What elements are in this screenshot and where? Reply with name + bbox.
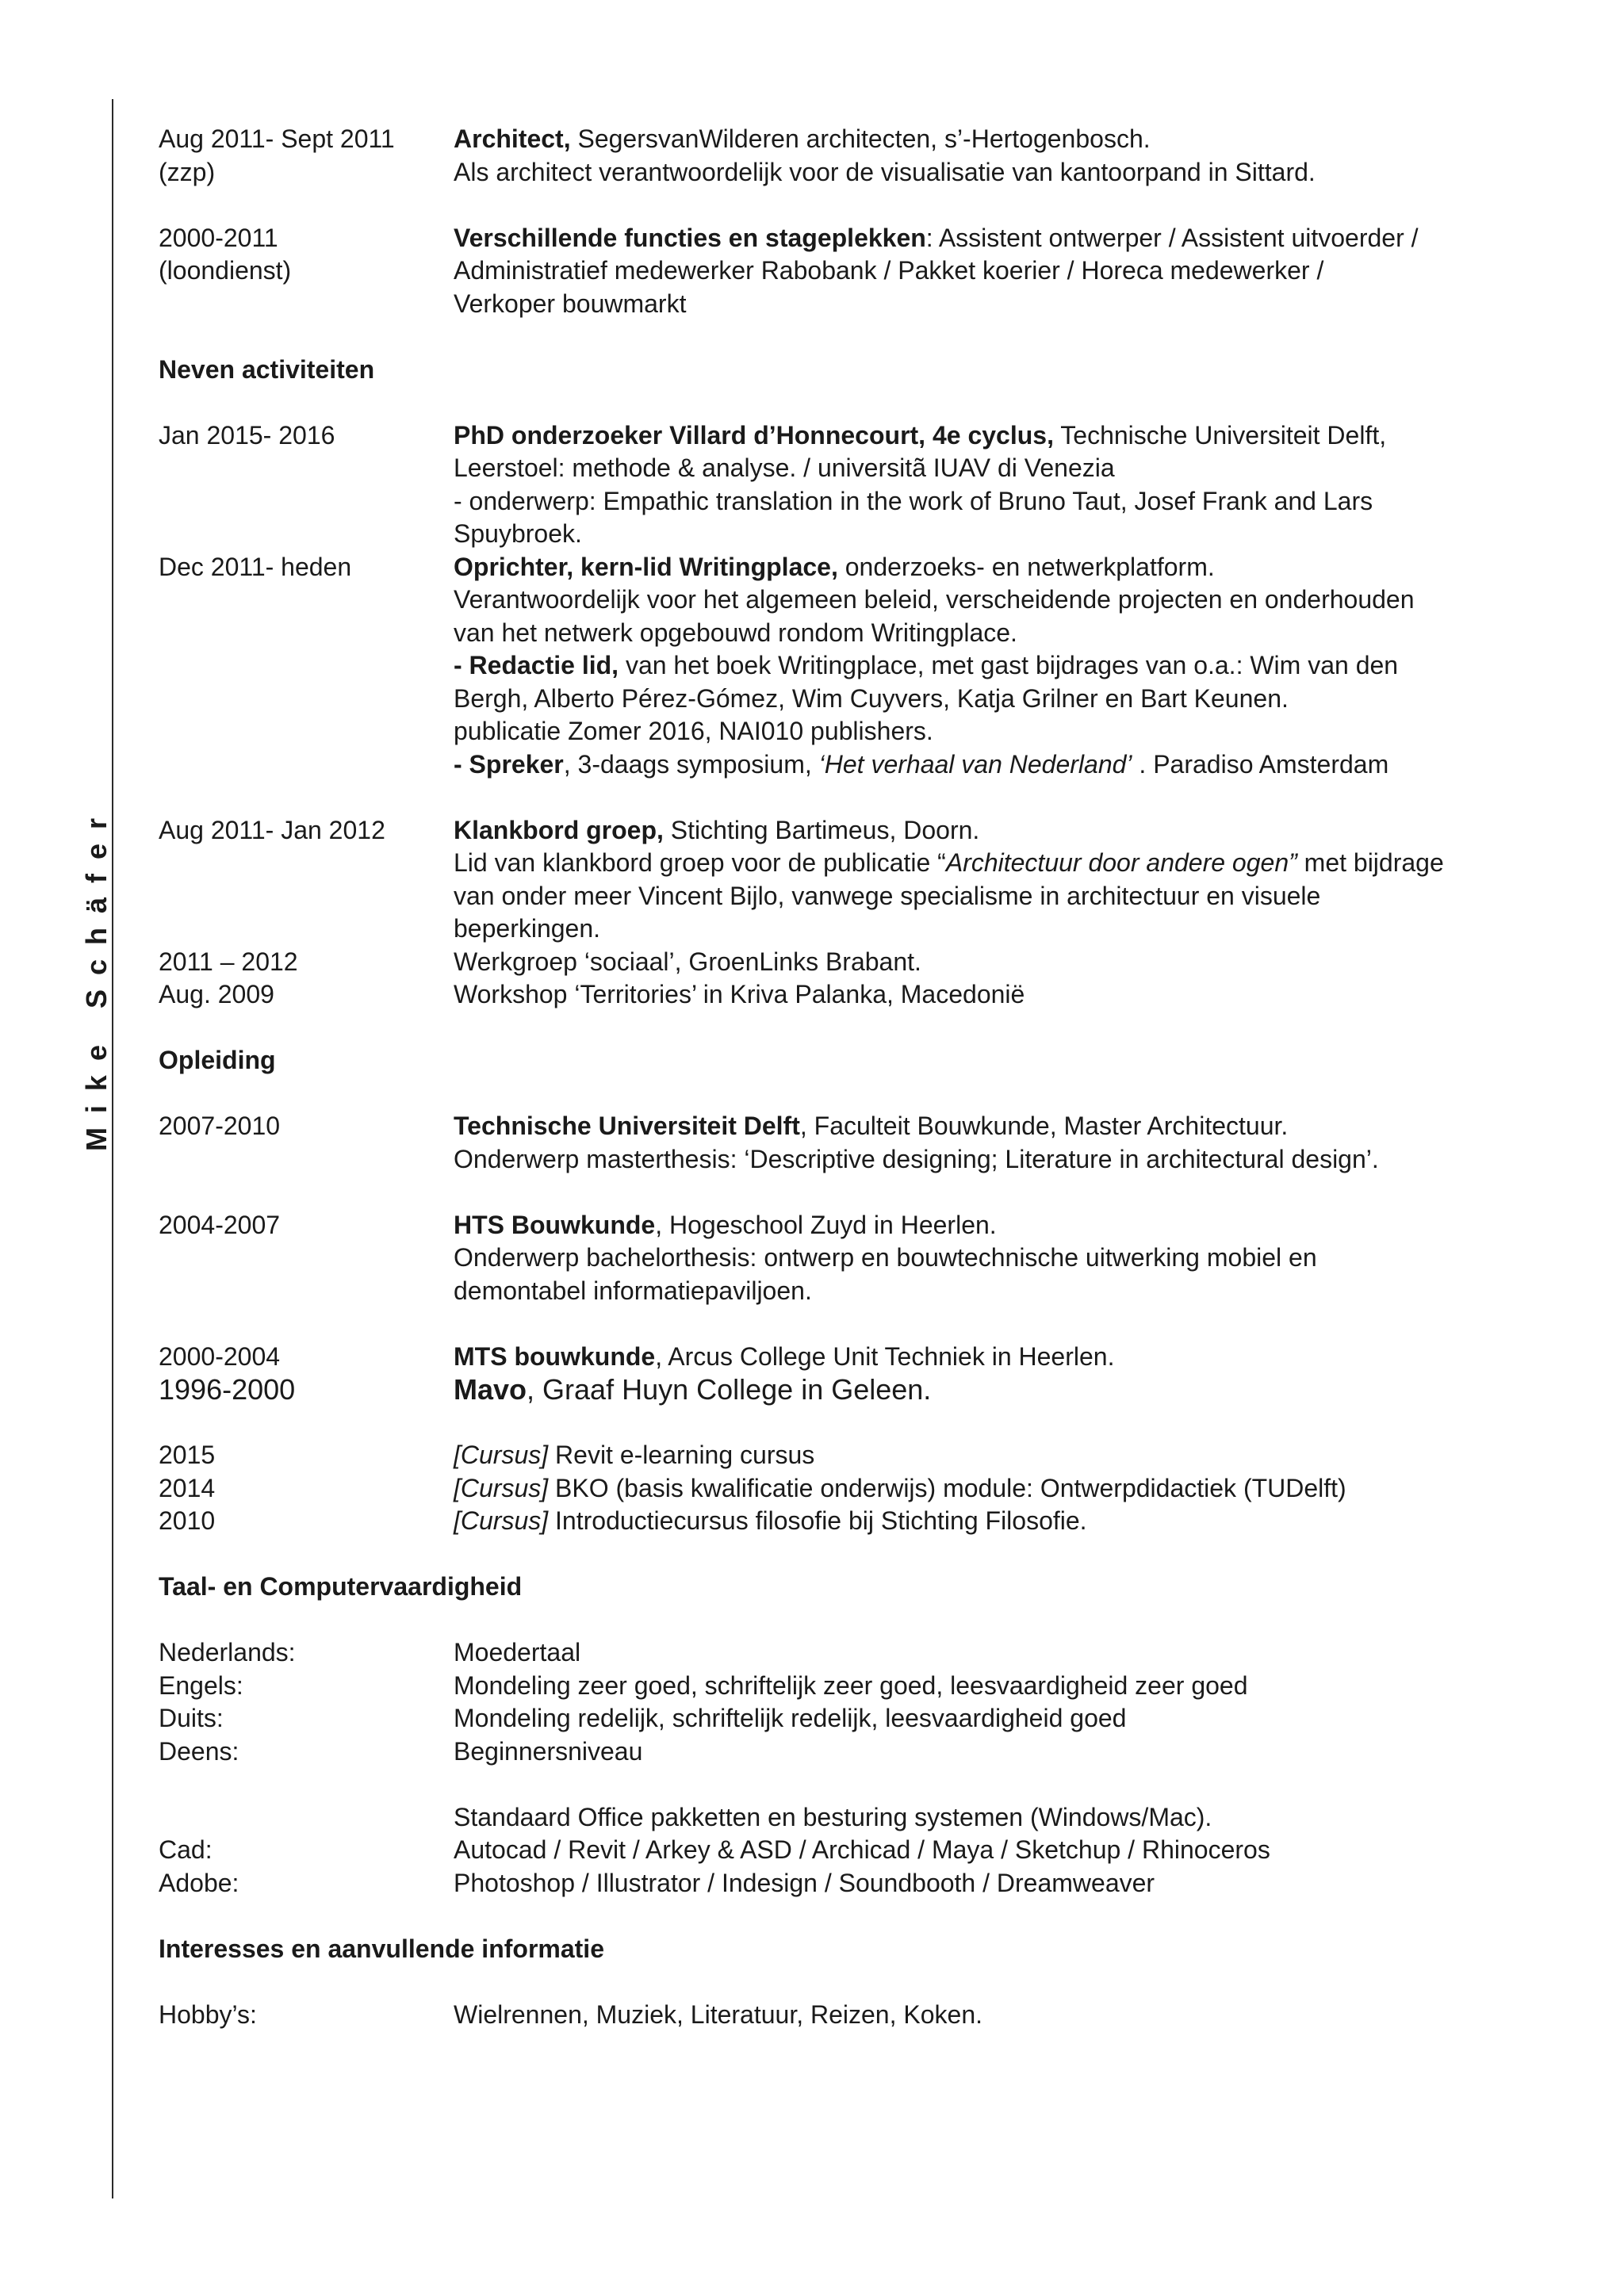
description-line [454, 814, 1538, 848]
text-segment: met bijdrage [1297, 848, 1444, 877]
text-segment: Mavo [454, 1373, 527, 1406]
entry-description [454, 1505, 1538, 1538]
section-heading-taal: Taal- en Computervaardigheid [159, 1572, 523, 1601]
section-heading-opleiding: Opleiding [159, 1046, 276, 1074]
text-segment: Photoshop / Illustrator / Indesign / Soundbooth / Dreamweaver [454, 1868, 1155, 1897]
text-segment: , Hogeschool Zuyd in Heerlen. [655, 1210, 997, 1239]
description-line [454, 1341, 1538, 1374]
period-line: Deens: [159, 1736, 239, 1766]
description-line [454, 715, 1538, 748]
period-line: Jan 2015- 2016 [159, 420, 335, 450]
description-line [454, 156, 1538, 189]
text-segment: beperkingen. [454, 914, 601, 943]
text-segment: Architectuur door andere ogen” [945, 848, 1297, 877]
entry-period [159, 1209, 454, 1308]
description-line [454, 1867, 1538, 1900]
entry-description [454, 1735, 1538, 1769]
entry-description [454, 1472, 1538, 1506]
entry-period [159, 1801, 454, 1835]
description-line [454, 1242, 1538, 1275]
text-segment: Workshop ‘Territories’ in Kriva Palanka, Macedonië [454, 980, 1025, 1008]
text-segment: Architect, [454, 124, 571, 153]
period-line: 2000-2004 [159, 1341, 281, 1371]
description-line [454, 946, 1538, 979]
text-segment: Bergh, Alberto Pérez-Gómez, Wim Cuyvers, Katja Grilner en Bart Keunen. [454, 683, 1289, 713]
text-segment: HTS Bouwkunde [454, 1210, 656, 1239]
text-segment: van het netwerk opgebouwd rondom Writingplace. [454, 618, 1017, 647]
entry-period [159, 1373, 454, 1406]
description-line [454, 551, 1538, 584]
text-segment: Revit e-learning cursus [548, 1441, 815, 1469]
entry-description [454, 123, 1538, 189]
entry-description [454, 1439, 1538, 1472]
period-line: Aug 2011- Jan 2012 [159, 815, 385, 844]
period-line [159, 1801, 454, 1835]
period-line: Duits: [159, 1704, 224, 1732]
spacer [159, 386, 1538, 419]
entry-description [454, 1834, 1538, 1867]
entry-period [159, 1670, 454, 1703]
text-segment: Onderwerp masterthesis: ‘Descriptive designing; Literature in architectural design’. [454, 1144, 1379, 1173]
description-line [454, 222, 1538, 255]
entry-description [454, 1867, 1538, 1900]
description-line [454, 254, 1538, 288]
entry-row [159, 1867, 1538, 1900]
text-segment: Mondeling zeer goed, schriftelijk zeer goed, leesvaardigheid zeer goed [454, 1670, 1248, 1700]
spacer [159, 1900, 1538, 1933]
text-segment: Beginnersniveau [454, 1736, 643, 1766]
text-segment: Introductiecursus filosofie bij Stichting Filosofie. [548, 1506, 1087, 1535]
entry-row [159, 551, 1538, 782]
text-segment: , Faculteit Bouwkunde, Master Architectuur. [799, 1112, 1289, 1140]
entry-row [159, 1670, 1538, 1703]
entry-row [159, 1110, 1538, 1176]
entry-period [159, 1999, 454, 2032]
description-line [454, 1735, 1538, 1769]
description-line [454, 748, 1538, 782]
entry-description [454, 551, 1538, 782]
entry-period [159, 1472, 454, 1506]
entry-row [159, 1505, 1538, 1538]
section-heading-neven: Neven activiteiten [159, 354, 375, 384]
period-line: 2011 – 2012 [159, 947, 298, 976]
period-line: 2015 [159, 1441, 216, 1469]
text-segment: Oprichter, kern-lid Writingplace, [454, 552, 838, 581]
period-line: 2000-2011 [159, 223, 278, 252]
entry-row [159, 1636, 1538, 1670]
spacer [159, 1768, 1538, 1801]
description-line [454, 1505, 1538, 1538]
entry-description [454, 1702, 1538, 1735]
text-segment: [Cursus] [454, 1473, 549, 1502]
text-segment: , 3-daags symposium, [563, 749, 819, 779]
entry-period [159, 551, 454, 782]
period-line: Engels: [159, 1670, 243, 1700]
period-line: Aug 2011- Sept 2011 [159, 124, 395, 153]
text-segment: , Arcus College Unit Techniek in Heerlen. [655, 1341, 1115, 1371]
text-segment: Klankbord groep, [454, 815, 664, 844]
text-segment: Mondeling redelijk, schriftelijk redelijk, leesvaardigheid goed [454, 1704, 1127, 1732]
entry-period [159, 1439, 454, 1472]
entry-description [454, 1373, 1538, 1406]
text-segment: . Paradiso Amsterdam [1132, 749, 1389, 779]
text-segment: [Cursus] [454, 1506, 549, 1535]
text-segment: ‘Het verhaal van Nederland’ [818, 749, 1132, 779]
description-line [454, 913, 1538, 946]
description-line [454, 683, 1538, 716]
entry-row [159, 419, 1538, 551]
period-line: 2007-2010 [159, 1112, 281, 1140]
text-segment: publicatie Zomer 2016, NAI010 publishers. [454, 717, 933, 745]
period-line: Adobe: [159, 1868, 239, 1897]
interesses-section [159, 1999, 1538, 2032]
spacer [159, 320, 1538, 354]
description-line [454, 1801, 1538, 1835]
description-line [454, 1275, 1538, 1308]
entry-description [454, 946, 1538, 979]
spacer [159, 1307, 1538, 1341]
description-line [454, 1439, 1538, 1472]
text-segment: Verantwoordelijk voor het algemeen beleid, verscheidende projecten en onderhouden [454, 585, 1415, 614]
description-line [454, 1209, 1538, 1242]
entry-row [159, 1439, 1538, 1472]
description-line [454, 880, 1538, 913]
text-segment: Spuybroek. [454, 519, 582, 548]
entry-row [159, 1341, 1538, 1374]
work-section [159, 123, 1538, 320]
entry-row [159, 1702, 1538, 1735]
text-segment: Stichting Bartimeus, Doorn. [663, 815, 980, 844]
description-line [454, 847, 1538, 880]
description-line [454, 1373, 1538, 1406]
period-line: Nederlands: [159, 1638, 296, 1667]
entry-period [159, 222, 454, 321]
spacer [159, 1077, 1538, 1111]
text-segment: Administratief medewerker Rabobank / Pakket koerier / Horeca medewerker / [454, 256, 1324, 285]
period-line: 2010 [159, 1506, 216, 1535]
spacer [159, 781, 1538, 814]
spacer [159, 1965, 1538, 1999]
description-line [454, 1670, 1538, 1703]
text-segment: Technische Universiteit Delft [454, 1112, 800, 1140]
description-line [454, 584, 1538, 617]
period-line: Cad: [159, 1835, 213, 1864]
entry-period [159, 1110, 454, 1176]
text-segment: onderzoeks- en netwerkplatform. [837, 552, 1215, 581]
taal-section [159, 1636, 1538, 1900]
text-segment: Leerstoel: methode & analyse. / universitã IUAV di Venezia [454, 453, 1115, 482]
description-line [454, 1834, 1538, 1867]
text-segment: Werkgroep ‘sociaal’, GroenLinks Brabant. [454, 947, 921, 976]
entry-period [159, 419, 454, 551]
entry-row [159, 1801, 1538, 1835]
entry-description [454, 1341, 1538, 1374]
entry-description [454, 419, 1538, 551]
period-line: 1996-2000 [159, 1373, 296, 1406]
text-segment: MTS bouwkunde [454, 1341, 656, 1371]
description-line [454, 617, 1538, 650]
entry-period [159, 978, 454, 1012]
description-line [454, 1999, 1538, 2032]
description-line [454, 288, 1538, 321]
entry-row [159, 978, 1538, 1012]
description-line [454, 978, 1538, 1012]
description-line [454, 1702, 1538, 1735]
spacer [159, 1012, 1538, 1045]
entry-period [159, 814, 454, 946]
neven-section [159, 419, 1538, 1012]
text-segment: Standaard Office pakketten en besturing systemen (Windows/Mac). [454, 1802, 1212, 1831]
entry-description [454, 1999, 1538, 2032]
entry-description [454, 1670, 1538, 1703]
section-heading-interesses: Interesses en aanvullende informatie [159, 1934, 604, 1963]
candidate-name: Mike Schäfer [80, 803, 113, 1152]
entry-row [159, 123, 1538, 189]
entry-row [159, 814, 1538, 946]
entry-period [159, 1505, 454, 1538]
text-segment: Verkoper bouwmarkt [454, 289, 687, 318]
cv-content [159, 123, 1538, 2031]
text-segment: Moedertaal [454, 1638, 581, 1667]
opleiding-section [159, 1110, 1538, 1538]
spacer [159, 1406, 1538, 1440]
description-line [454, 1110, 1538, 1143]
description-line [454, 649, 1538, 683]
spacer [159, 189, 1538, 222]
entry-period [159, 1867, 454, 1900]
description-line [454, 1636, 1538, 1670]
period-line: 2014 [159, 1473, 216, 1502]
period-line: (zzp) [159, 157, 216, 186]
text-segment: Verschillende functies en stageplekken [454, 223, 926, 252]
period-line: Dec 2011- heden [159, 552, 352, 581]
entry-row [159, 1834, 1538, 1867]
text-segment: Onderwerp bachelorthesis: ontwerp en bouwtechnische uitwerking mobiel en [454, 1243, 1317, 1272]
text-segment: - Spreker [454, 749, 564, 779]
description-line [454, 452, 1538, 485]
text-segment: Wielrennen, Muziek, Literatuur, Reizen, Koken. [454, 1999, 982, 2029]
text-segment: demontabel informatiepaviljoen. [454, 1276, 812, 1305]
entry-description [454, 814, 1538, 946]
entry-period [159, 1341, 454, 1374]
entry-row [159, 222, 1538, 321]
entry-period [159, 1834, 454, 1867]
entry-period [159, 946, 454, 979]
entry-row [159, 946, 1538, 979]
text-segment: : Assistent ontwerper / Assistent uitvoerder / [925, 223, 1419, 252]
description-line [454, 518, 1538, 551]
entry-row [159, 1373, 1538, 1406]
entry-period [159, 1735, 454, 1769]
text-segment: van het boek Writingplace, met gast bijdrages van o.a.: Wim van den [619, 651, 1399, 679]
description-line [454, 123, 1538, 156]
text-segment: Technische Universiteit Delft, [1053, 420, 1387, 450]
text-segment: PhD onderzoeker Villard d’Honnecourt, 4e cyclus, [454, 420, 1054, 450]
text-segment: Lid van klankbord groep voor de publicatie “ [454, 848, 946, 877]
entry-description [454, 978, 1538, 1012]
text-segment: - Redactie lid, [454, 651, 619, 679]
entry-period [159, 1702, 454, 1735]
text-segment: - onderwerp: Empathic translation in the work of Bruno Taut, Josef Frank and Lars [454, 486, 1373, 515]
text-segment: , Graaf Huyn College in Geleen. [527, 1373, 932, 1406]
spacer [159, 1604, 1538, 1637]
period-line: Hobby’s: [159, 1999, 257, 2029]
period-line: 2004-2007 [159, 1210, 281, 1239]
entry-row [159, 1209, 1538, 1308]
entry-period [159, 1636, 454, 1670]
text-segment: [Cursus] [454, 1441, 549, 1469]
entry-description [454, 1636, 1538, 1670]
entry-description [454, 222, 1538, 321]
period-line: (loondienst) [159, 256, 292, 285]
entry-row [159, 1999, 1538, 2032]
period-line: Aug. 2009 [159, 980, 274, 1008]
text-segment: Autocad / Revit / Arkey & ASD / Archicad / Maya / Sketchup / Rhinoceros [454, 1835, 1270, 1864]
spacer [159, 1538, 1538, 1571]
entry-row [159, 1735, 1538, 1769]
text-segment: van onder meer Vincent Bijlo, vanwege specialisme in architectuur en visuele [454, 881, 1321, 910]
description-line [454, 485, 1538, 519]
text-segment: SegersvanWilderen architecten, s’-Hertogenbosch. [570, 124, 1151, 153]
entry-period [159, 123, 454, 189]
entry-description [454, 1209, 1538, 1308]
description-line [454, 1143, 1538, 1177]
entry-description [454, 1801, 1538, 1835]
spacer [159, 1176, 1538, 1209]
text-segment: BKO (basis kwalificatie onderwijs) module: Ontwerpdidactiek (TUDelft) [548, 1473, 1346, 1502]
description-line [454, 419, 1538, 453]
entry-row [159, 1472, 1538, 1506]
description-line [454, 1472, 1538, 1506]
text-segment: Als architect verantwoordelijk voor de visualisatie van kantoorpand in Sittard. [454, 157, 1316, 186]
entry-description [454, 1110, 1538, 1176]
